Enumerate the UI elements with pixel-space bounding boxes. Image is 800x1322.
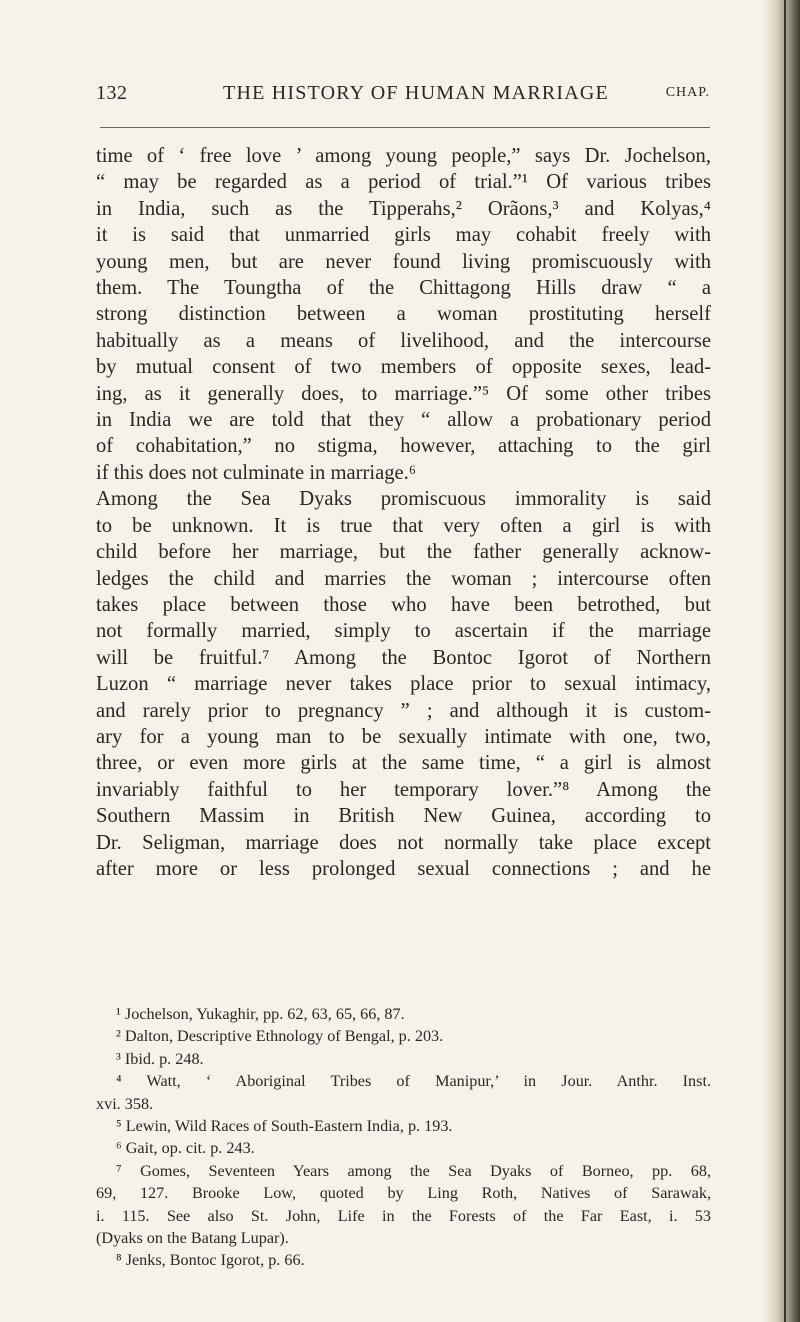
text-line: ledges the child and marries the woman ; intercourse often bbox=[96, 567, 711, 590]
chapter-label: CHAP. bbox=[665, 85, 710, 100]
text-line: young men, but are never found living promiscuously with bbox=[96, 250, 711, 273]
text-line: Luzon “ marriage never takes place prior to sexual intimacy, bbox=[96, 673, 711, 696]
text-line: “ may be regarded as a period of trial.”¹ Of various tribes bbox=[96, 171, 711, 194]
running-title: THE HISTORY OF HUMAN MARRIAGE bbox=[223, 82, 609, 104]
footnote: ² Dalton, Descriptive Ethnology of Bengal, p. 203. bbox=[116, 1027, 444, 1046]
text-line: them. The Toungtha of the Chittagong Hills draw “ a bbox=[96, 277, 711, 300]
footnote-continuation: i. 115. See also St. John, Life in the Forests of the Far East, i. 53 bbox=[96, 1206, 711, 1225]
page-edge-shadow bbox=[762, 0, 800, 1322]
text-line: child before her marriage, but the father generally acknow- bbox=[96, 541, 711, 564]
text-line: after more or less prolonged sexual connections ; and he bbox=[96, 857, 711, 880]
text-line: time of ‘ free love ’ among young people,” says Dr. Jochelson, bbox=[96, 145, 711, 167]
text-line: in India we are told that they “ allow a probationary period bbox=[96, 409, 711, 432]
footnote: ⁷ Gomes, Seventeen Years among the Sea Dyaks of Borneo, pp. 68, bbox=[116, 1161, 711, 1180]
page-number: 132 bbox=[96, 82, 128, 104]
text-line: Among the Sea Dyaks promiscuous immorality is said bbox=[96, 488, 711, 511]
text-line: strong distinction between a woman prostituting herself bbox=[96, 303, 711, 326]
page-header bbox=[96, 82, 710, 112]
footnote: ¹ Jochelson, Yukaghir, pp. 62, 63, 65, 66, 87. bbox=[116, 1005, 405, 1023]
text-line: of cohabitation,” no stigma, however, attaching to the girl bbox=[96, 435, 711, 458]
text-line: invariably faithful to her temporary lover.”⁸ Among the bbox=[96, 778, 711, 801]
text-line: Southern Massim in British New Guinea, according to bbox=[96, 805, 711, 828]
footnote-continuation: xvi. 358. bbox=[96, 1094, 154, 1113]
text-line: and rarely prior to pregnancy ” ; and although it is custom- bbox=[96, 699, 711, 722]
text-line: if this does not culminate in marriage.⁶ bbox=[96, 461, 417, 484]
footnote: ⁶ Gait, op. cit. p. 243. bbox=[116, 1139, 255, 1158]
text-line: in India, such as the Tipperahs,² Orãons,³ and Kolyas,⁴ bbox=[96, 197, 711, 220]
footnote: ³ Ibid. p. 248. bbox=[116, 1049, 204, 1068]
footnotes bbox=[96, 1003, 711, 1272]
footnote-continuation: (Dyaks on the Batang Lupar). bbox=[96, 1229, 289, 1248]
footnote-continuation: 69, 127. Brooke Low, quoted by Ling Roth, Natives of Sarawak, bbox=[96, 1184, 711, 1203]
body-text bbox=[96, 143, 711, 882]
header-rule bbox=[100, 127, 710, 128]
text-line: will be fruitful.⁷ Among the Bontoc Igorot of Northern bbox=[96, 646, 711, 669]
text-line: by mutual consent of two members of opposite sexes, lead- bbox=[96, 356, 711, 379]
footnote: ⁵ Lewin, Wild Races of South-Eastern India, p. 193. bbox=[116, 1117, 453, 1136]
text-line: ary for a young man to be sexually intimate with one, two, bbox=[96, 725, 711, 748]
page-edge-line bbox=[784, 0, 786, 1322]
footnote: ⁴ Watt, ‘ Aboriginal Tribes of Manipur,’ in Jour. Anthr. Inst. bbox=[116, 1072, 711, 1091]
text-line: three, or even more girls at the same time, “ a girl is almost bbox=[96, 752, 711, 775]
text-line: to be unknown. It is true that very often a girl is with bbox=[96, 514, 711, 537]
text-line: not formally married, simply to ascertain if the marriage bbox=[96, 620, 711, 643]
footnote: ⁸ Jenks, Bontoc Igorot, p. 66. bbox=[116, 1251, 305, 1270]
text-line: it is said that unmarried girls may cohabit freely with bbox=[96, 224, 711, 247]
text-line: habitually as a means of livelihood, and the intercourse bbox=[96, 329, 711, 352]
text-line: Dr. Seligman, marriage does not normally take place except bbox=[96, 831, 711, 854]
text-line: ing, as it generally does, to marriage.”⁵ Of some other tribes bbox=[96, 382, 711, 405]
text-line: takes place between those who have been betrothed, but bbox=[96, 593, 711, 616]
